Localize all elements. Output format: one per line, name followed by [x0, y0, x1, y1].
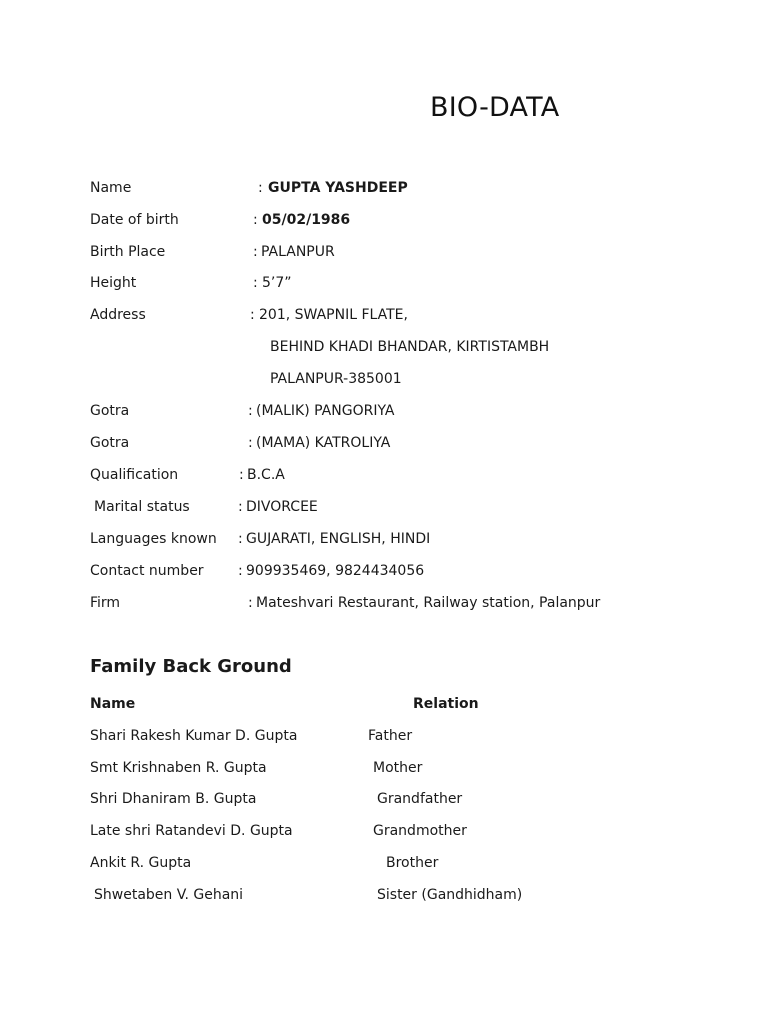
detail-separator: :	[253, 212, 258, 228]
detail-separator: :	[253, 244, 258, 260]
family-member-relation: Sister (Gandhidham)	[377, 887, 523, 903]
family-col-header-name: Name	[90, 696, 136, 712]
detail-value-marital-status: DIVORCEE	[246, 499, 318, 515]
detail-value-name: GUPTA YASHDEEP	[268, 180, 408, 196]
detail-value-gotra-mama: (MAMA) KATROLIYA	[256, 435, 391, 451]
detail-label-qualification: Qualification	[90, 467, 179, 483]
detail-value-gotra-malik: (MALIK) PANGORIYA	[256, 403, 395, 419]
detail-separator: :	[250, 307, 255, 323]
detail-separator: :	[239, 467, 244, 483]
detail-value-address-line2: BEHIND KHADI BHANDAR, KIRTISTAMBH	[270, 339, 550, 355]
detail-label-height: Height	[90, 275, 137, 291]
detail-separator: :	[238, 563, 243, 579]
family-member-relation: Grandmother	[373, 823, 467, 839]
detail-value-dob: 05/02/1986	[262, 212, 351, 228]
detail-label-marital-status: Marital status	[94, 499, 190, 515]
family-section-heading: Family Back Ground	[90, 656, 292, 677]
family-member-name: Shwetaben V. Gehani	[94, 887, 244, 903]
detail-label-dob: Date of birth	[90, 212, 179, 228]
detail-separator: :	[248, 595, 253, 611]
detail-label-address: Address	[90, 307, 146, 323]
detail-value-address-line3: PALANPUR-385001	[270, 371, 402, 387]
detail-separator: :	[258, 180, 263, 196]
detail-separator: :	[253, 275, 258, 291]
detail-label-contact: Contact number	[90, 563, 204, 579]
family-member-relation: Father	[368, 728, 413, 744]
family-col-header-relation: Relation	[413, 696, 479, 712]
detail-label-gotra: Gotra	[90, 435, 130, 451]
detail-separator: :	[238, 531, 243, 547]
detail-separator: :	[248, 403, 253, 419]
family-member-relation: Grandfather	[377, 791, 463, 807]
detail-value-firm: Mateshvari Restaurant, Railway station, Palanpur	[256, 595, 601, 611]
page-title: BIO-DATA	[430, 92, 560, 123]
detail-label-gotra: Gotra	[90, 403, 130, 419]
family-member-name: Ankit R. Gupta	[90, 855, 192, 871]
detail-label-birth-place: Birth Place	[90, 244, 166, 260]
detail-value-contact: 909935469, 9824434056	[246, 563, 425, 579]
detail-value-height: 5’7”	[262, 275, 292, 291]
detail-value-languages: GUJARATI, ENGLISH, HINDI	[246, 531, 431, 547]
family-member-name: Smt Krishnaben R. Gupta	[90, 760, 267, 776]
detail-label-firm: Firm	[90, 595, 121, 611]
detail-value-birth-place: PALANPUR	[261, 244, 335, 260]
family-member-name: Shari Rakesh Kumar D. Gupta	[90, 728, 298, 744]
detail-label-languages: Languages known	[90, 531, 217, 547]
detail-value-address-line1: 201, SWAPNIL FLATE,	[259, 307, 408, 323]
family-member-relation: Brother	[386, 855, 439, 871]
detail-value-qualification: B.C.A	[247, 467, 285, 483]
family-member-relation: Mother	[373, 760, 423, 776]
family-member-name: Shri Dhaniram B. Gupta	[90, 791, 257, 807]
detail-separator: :	[238, 499, 243, 515]
detail-label-name: Name	[90, 180, 132, 196]
detail-separator: :	[248, 435, 253, 451]
family-member-name: Late shri Ratandevi D. Gupta	[90, 823, 293, 839]
